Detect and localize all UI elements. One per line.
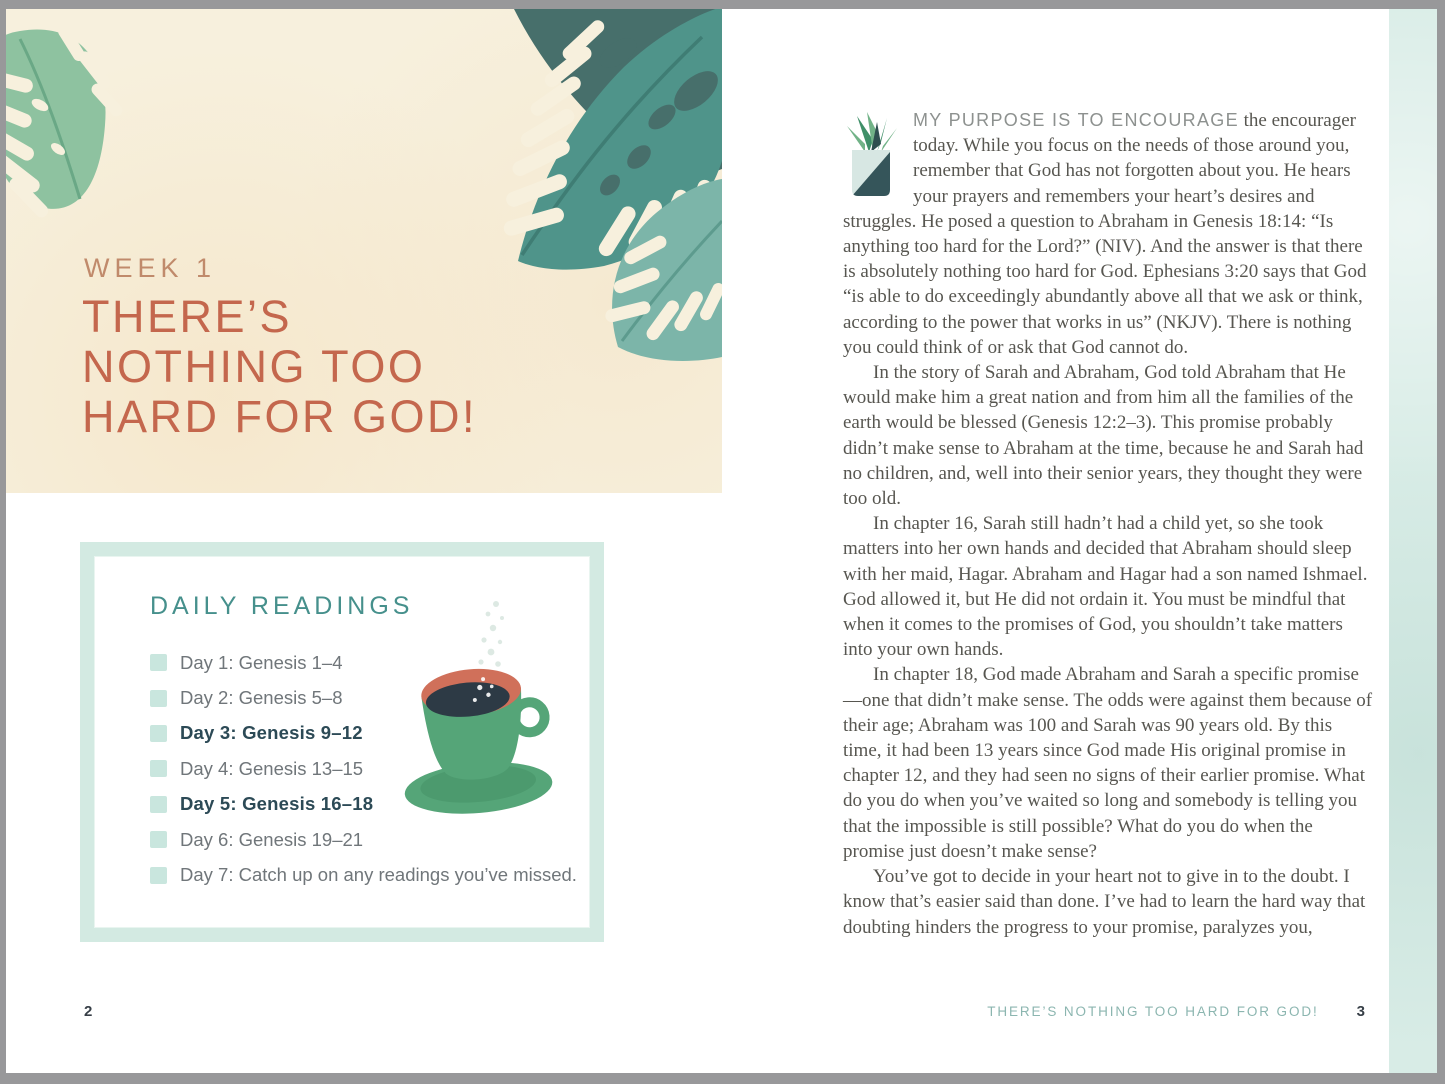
chapter-title: [82, 292, 477, 442]
reading-label: Day 2: Genesis 5–8: [180, 687, 343, 709]
list-item: [150, 822, 590, 857]
potted-plant-icon: [843, 112, 899, 198]
reading-label: Day 7: Catch up on any readings you’ve missed.: [180, 864, 577, 886]
chapter-title-line: HARD FOR GOD!: [82, 391, 478, 442]
list-item: [150, 857, 590, 892]
plant-leaves: [847, 112, 897, 152]
day-checkbox-icon: [150, 796, 167, 813]
page-number-right: 3: [1356, 1003, 1365, 1020]
coffee-cup-icon: [392, 596, 560, 821]
lead-paragraph: [843, 108, 1375, 360]
daily-readings-box: [80, 542, 604, 942]
body-text-column: [843, 108, 1375, 940]
reading-label: Day 3: Genesis 9–12: [180, 722, 363, 744]
body-paragraph: In chapter 18, God made Abraham and Sarah a specific promise—one that didn’t make sense. The odds were against them because of their age; Abraham was 100 and Sarah was 90 years old. By this time, it had been 13 years since God made His original promise in chapter 12, and they had seen no signs of their earlier promise. What do you do when you’ve waited so long and somebody is telling you that the impossible is still possible? What do you do when the promise just doesn’t make sense?: [843, 664, 1373, 862]
lead-caps-text: MY PURPOSE IS TO ENCOURAGE: [913, 110, 1239, 130]
running-footer-title: THERE’S NOTHING TOO HARD FOR GOD!: [987, 1004, 1319, 1019]
body-paragraph: In the story of Sarah and Abraham, God told Abraham that He would make him a great nation and from him all the families of the earth would be blessed (Genesis 12:2–3). This promise probably didn’t make sense to Abraham at the time, because he and Sarah had no children, and, well into their senior years, they thought they were too old.: [843, 362, 1364, 510]
monstera-leaf-left-icon: [6, 23, 125, 220]
hero-illustration-panel: [6, 9, 722, 493]
reading-label: Day 6: Genesis 19–21: [180, 828, 364, 850]
chapter-title-line: NOTHING TOO: [82, 341, 426, 392]
day-checkbox-icon: [150, 831, 167, 848]
day-checkbox-icon: [150, 690, 167, 707]
reading-label: Day 5: Genesis 16–18: [180, 793, 374, 815]
week-label: WEEK 1: [84, 253, 217, 283]
daily-readings-heading: DAILY READINGS: [150, 592, 414, 620]
body-paragraph: You’ve got to decide in your heart not to give in to the doubt. I know that’s easier said than done. I’ve had to learn the hard way that doubting hinders the progress to your promise, paralyzes you,: [843, 866, 1366, 938]
lead-body-text: the encourager today. While you focus on the needs of those around you, remember that God has not forgotten about you. He hears your prayers and remembers your heart’s desires and struggles. He posed a question to Abraham in Genesis 18:14: “Is anything too hard for the Lord?” (NIV). And the answer is that there is absolutely nothing too hard for God. Ephesians 3:20 says that God “is able to do exceedingly abundantly above all that we ask or think, according to the power that works in us” (NKJV). There is nothing you could think of or ask that God cannot do.: [843, 110, 1367, 358]
day-checkbox-icon: [150, 867, 167, 884]
plant-pot: [852, 150, 890, 196]
reading-label: Day 1: Genesis 1–4: [180, 651, 343, 673]
running-footer: [843, 1003, 1375, 1020]
body-paragraph: In chapter 16, Sarah still hadn’t had a child yet, so she took matters into her own hands and decided that Abraham should sleep with her maid, Hagar. Abraham and Hagar had a son named Ishmael. God allowed it, but He did not ordain it. You must be mindful that when it comes to the promises of God, you shouldn’t take matters into your own hands.: [843, 513, 1368, 661]
page-edge-mint-strip: [1389, 9, 1437, 1073]
book-spread: [6, 9, 1437, 1073]
reading-label: Day 4: Genesis 13–15: [180, 757, 364, 779]
day-checkbox-icon: [150, 654, 167, 671]
chapter-title-line: THERE’S: [82, 291, 293, 342]
day-checkbox-icon: [150, 760, 167, 777]
day-checkbox-icon: [150, 725, 167, 742]
page-number-left: 2: [84, 1003, 93, 1020]
